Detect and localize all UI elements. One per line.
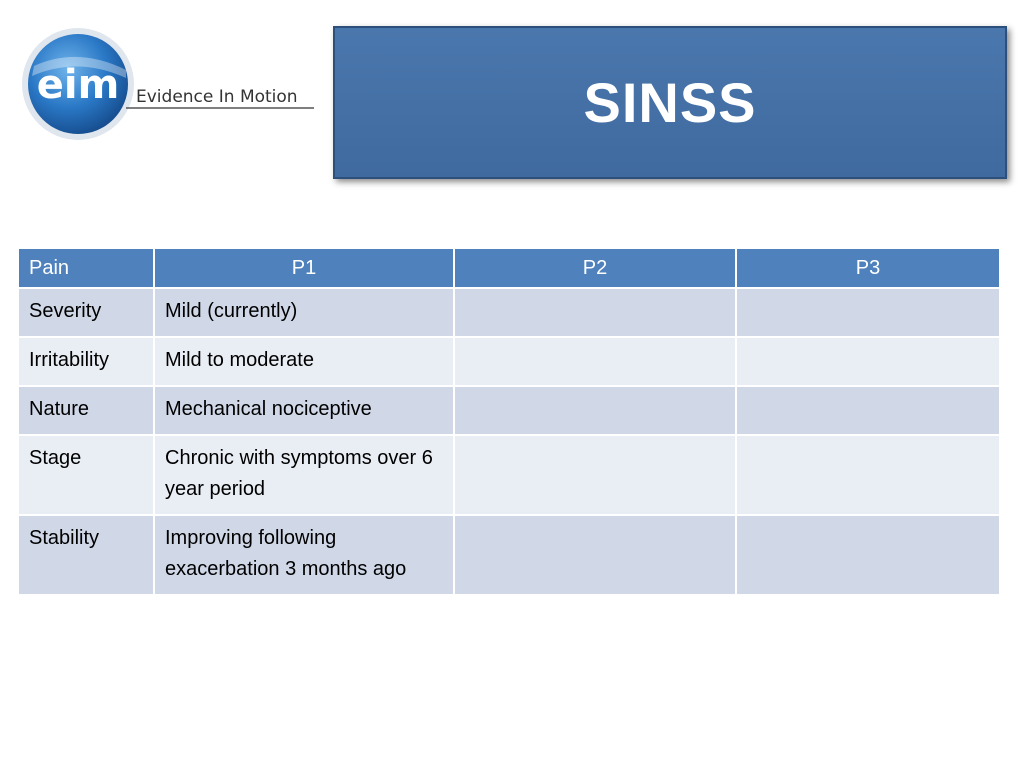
table-header-row — [18, 248, 1000, 288]
cell-p1: Improving following exacerbation 3 months ago — [154, 515, 454, 595]
sinss-table — [17, 247, 1001, 596]
row-label: Severity — [18, 288, 154, 337]
cell-p3 — [736, 386, 1000, 435]
cell-p1: Mild (currently) — [154, 288, 454, 337]
table-row — [18, 435, 1000, 515]
cell-p3 — [736, 515, 1000, 595]
header-pain: Pain — [18, 248, 154, 288]
title-banner — [333, 26, 1007, 179]
header-p1: P1 — [154, 248, 454, 288]
cell-p2 — [454, 288, 736, 337]
slide-title: SINSS — [583, 71, 757, 134]
cell-p1: Chronic with symptoms over 6 year period — [154, 435, 454, 515]
row-label: Stage — [18, 435, 154, 515]
row-label: Irritability — [18, 337, 154, 386]
logo-mark: eim — [36, 62, 120, 108]
cell-p1: Mild to moderate — [154, 337, 454, 386]
eim-logo — [18, 26, 318, 146]
cell-p2 — [454, 435, 736, 515]
table-row — [18, 386, 1000, 435]
table-row — [18, 288, 1000, 337]
header-p3: P3 — [736, 248, 1000, 288]
cell-p3 — [736, 337, 1000, 386]
header-p2: P2 — [454, 248, 736, 288]
cell-p2 — [454, 386, 736, 435]
row-label: Nature — [18, 386, 154, 435]
logo-wordmark: Evidence In Motion — [136, 87, 298, 107]
table-row — [18, 337, 1000, 386]
cell-p2 — [454, 337, 736, 386]
cell-p2 — [454, 515, 736, 595]
table-row — [18, 515, 1000, 595]
cell-p3 — [736, 288, 1000, 337]
cell-p1: Mechanical nociceptive — [154, 386, 454, 435]
row-label: Stability — [18, 515, 154, 595]
cell-p3 — [736, 435, 1000, 515]
